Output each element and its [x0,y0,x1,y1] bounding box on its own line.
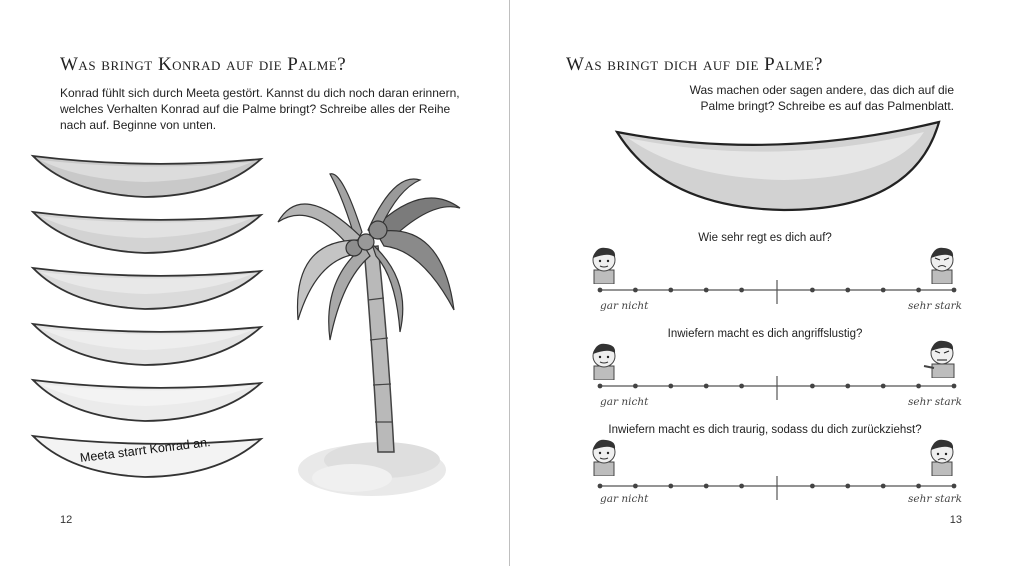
palm-leaf-3[interactable] [30,318,264,368]
leaf-example-text: Meeta starrt Konrad an. [79,435,212,465]
scale-high-label: sehr stark [908,300,962,312]
instructions: Was machen oder sagen andere, das dich auf die Palme bringt? Schreibe es auf das Palmenblatt. [689,83,954,113]
right-page [510,0,1020,566]
scale-low-label: gar nicht [600,396,649,408]
rating-scale-1 [510,226,1020,316]
boy-calm-icon [586,244,622,284]
scale-line[interactable] [596,476,958,502]
boy-sad-icon [924,436,960,476]
palm-leaf-writing-area[interactable] [614,118,944,213]
scale-line[interactable] [596,280,958,306]
boy-upset-icon [924,244,960,284]
palm-leaf-2[interactable] [30,374,264,424]
palm-tree-illustration [272,160,472,505]
palm-leaf-4[interactable] [30,262,264,312]
scale-question: Wie sehr regt es dich auf? [698,232,832,244]
scale-question: Inwiefern macht es dich angriffslustig? [667,328,863,340]
page-title: Was bringt dich auf die Palme? [566,54,823,75]
scale-low-label: gar nicht [600,300,649,312]
rating-scale-2 [510,322,1020,412]
instructions: Konrad fühlt sich durch Meeta gestört. Kannst du dich noch daran erinnern, welches Verhalten Konrad auf die Palme bringt? Schreibe alles der Reihe nach auf. Beginne von unten. [60,86,460,132]
scale-high-label: sehr stark [908,493,962,505]
page-number: 12 [60,514,73,526]
scale-question: Inwiefern macht es dich traurig, sodass du dich zurückziehst? [608,424,922,436]
boy-calm-icon [586,436,622,476]
palm-leaf-6[interactable] [30,150,264,200]
scale-line[interactable] [596,376,958,402]
rating-scale-3 [510,418,1020,508]
palm-leaf-5[interactable] [30,206,264,256]
boy-angry-icon [922,338,958,378]
page-number: 13 [949,514,962,526]
scale-low-label: gar nicht [600,493,649,505]
page-title: Was bringt Konrad auf die Palme? [60,54,347,75]
scale-high-label: sehr stark [908,396,962,408]
boy-calm-icon [586,340,622,380]
